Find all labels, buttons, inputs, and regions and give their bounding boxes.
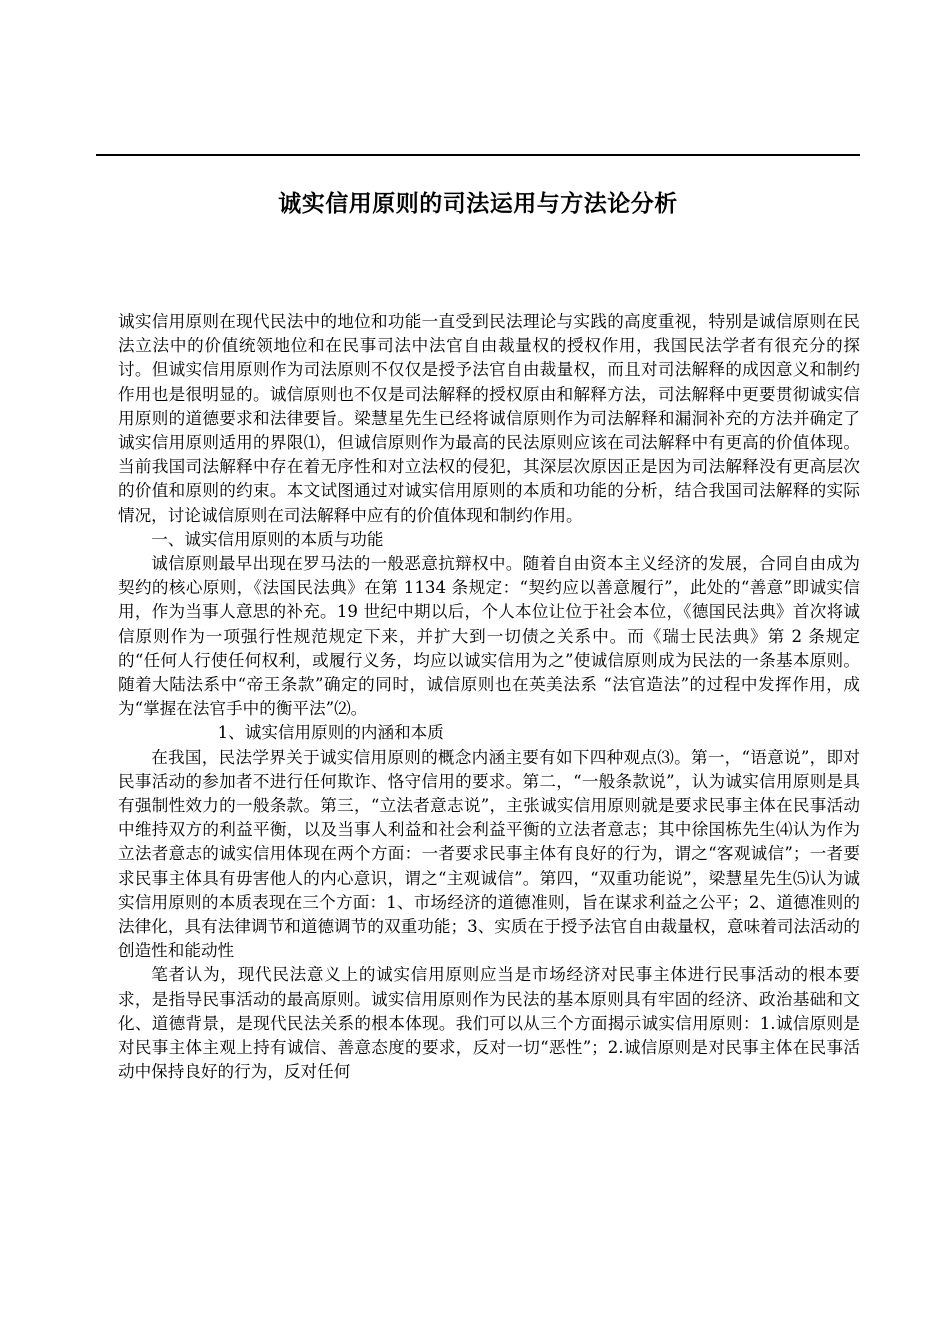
document-title: 诚实信用原则的司法运用与方法论分析 xyxy=(278,191,678,217)
section-heading-1: 一、诚实信用原则的本质与功能 xyxy=(151,529,384,549)
document-body xyxy=(118,310,860,1085)
body-paragraph: 诚信原则最早出现在罗马法的一般恶意抗辩权中。随着自由资本主义经济的发展，合同自由成为契约的核心原则，《法国民法典》在第 1134 条规定：“契约应以善意履行”，此处的“善意”即诚实信用，作为当事人意思的补充。19 世纪中期以后，个人本位让位于社会本位，《德国民法典》首次将诚信原则作为一项强行性规范规定下来，并扩大到一切债之关系中。而《瑞士民法典》第 2 条规定的“任何人行使任何权利，或履行义务，均应以诚实信用为之”使诚信原则成为民法的一条基本原则。随着大陆法系中“帝王条款”确定的同时，诚信原则也在英美法系 “法官造法”的过程中发挥作用，成为“掌握在法官手中的衡平法”⑵。 xyxy=(118,554,860,719)
body-paragraph: 在我国，民法学界关于诚实信用原则的概念内涵主要有如下四种观点⑶。第一，“语意说”，即对民事活动的参加者不进行任何欺诈、恪守信用的要求。第二，“一般条款说”，认为诚实信用原则是具有强制性效力的一般条款。第三，“立法者意志说”，主张诚实信用原则就是要求民事主体在民事活动中维持双方的利益平衡，以及当事人利益和社会利益平衡的立法者意志；其中徐国栋先生⑷认为作为立法者意志的诚实信用体现在两个方面：一者要求民事主体有良好的行为，谓之“客观诚信”；一者要求民事主体具有毋害他人的内心意识，谓之“主观诚信”。第四，“双重功能说”，梁慧星先生⑸认为诚实信用原则的本质表现在三个方面：1、市场经济的道德准则，旨在谋求利益之公平；2、道德准则的法律化，具有法律调节和道德调节的双重功能；3、实质在于授予法官自由裁量权，意味着司法活动的创造性和能动性 xyxy=(118,747,860,961)
body-paragraph: 笔者认为，现代民法意义上的诚实信用原则应当是市场经济对民事主体进行民事活动的根本要求，是指导民事活动的最高原则。诚实信用原则作为民法的基本原则具有牢固的经济、政治基础和文化、道德背景，是现代民法关系的根本体现。我们可以从三个方面揭示诚实信用原则：1.诚信原则是对民事主体主观上持有诚信、善意态度的要求，反对一切“恶性”；2.诚信原则是对民事主体在民事活动中保持良好的行为，反对任何 xyxy=(118,965,860,1082)
intro-paragraph: 诚实信用原则在现代民法中的地位和功能一直受到民法理论与实践的高度重视，特别是诚信原则在民法立法中的价值统领地位和在民事司法中法官自由裁量权的授权作用，我国民法学者有很充分的探讨。但诚实信用原则作为司法原则不仅仅是授予法官自由裁量权，而且对司法解释的成因意义和制约作用也是很明显的。诚信原则也不仅是司法解释的授权原由和解释方法，司法解释中更要贯彻诚实信用原则的道德要求和法律要旨。梁慧星先生已经将诚信原则作为司法解释和漏洞补充的方法并确定了诚实信用原则适用的界限⑴，但诚信原则作为最高的民法原则应该在司法解释中有更高的价值体现。当前我国司法解释中存在着无序性和对立法权的侵犯，其深层次原因正是因为司法解释没有更高层次的价值和原则的约束。本文试图通过对诚实信用原则的本质和功能的分析，结合我国司法解释的实际情况，讨论诚信原则在司法解释中应有的价值体现和制约作用。 xyxy=(118,312,860,525)
header-rule xyxy=(96,154,860,156)
subsection-heading-1: 1、诚实信用原则的内涵和本质 xyxy=(217,723,444,743)
